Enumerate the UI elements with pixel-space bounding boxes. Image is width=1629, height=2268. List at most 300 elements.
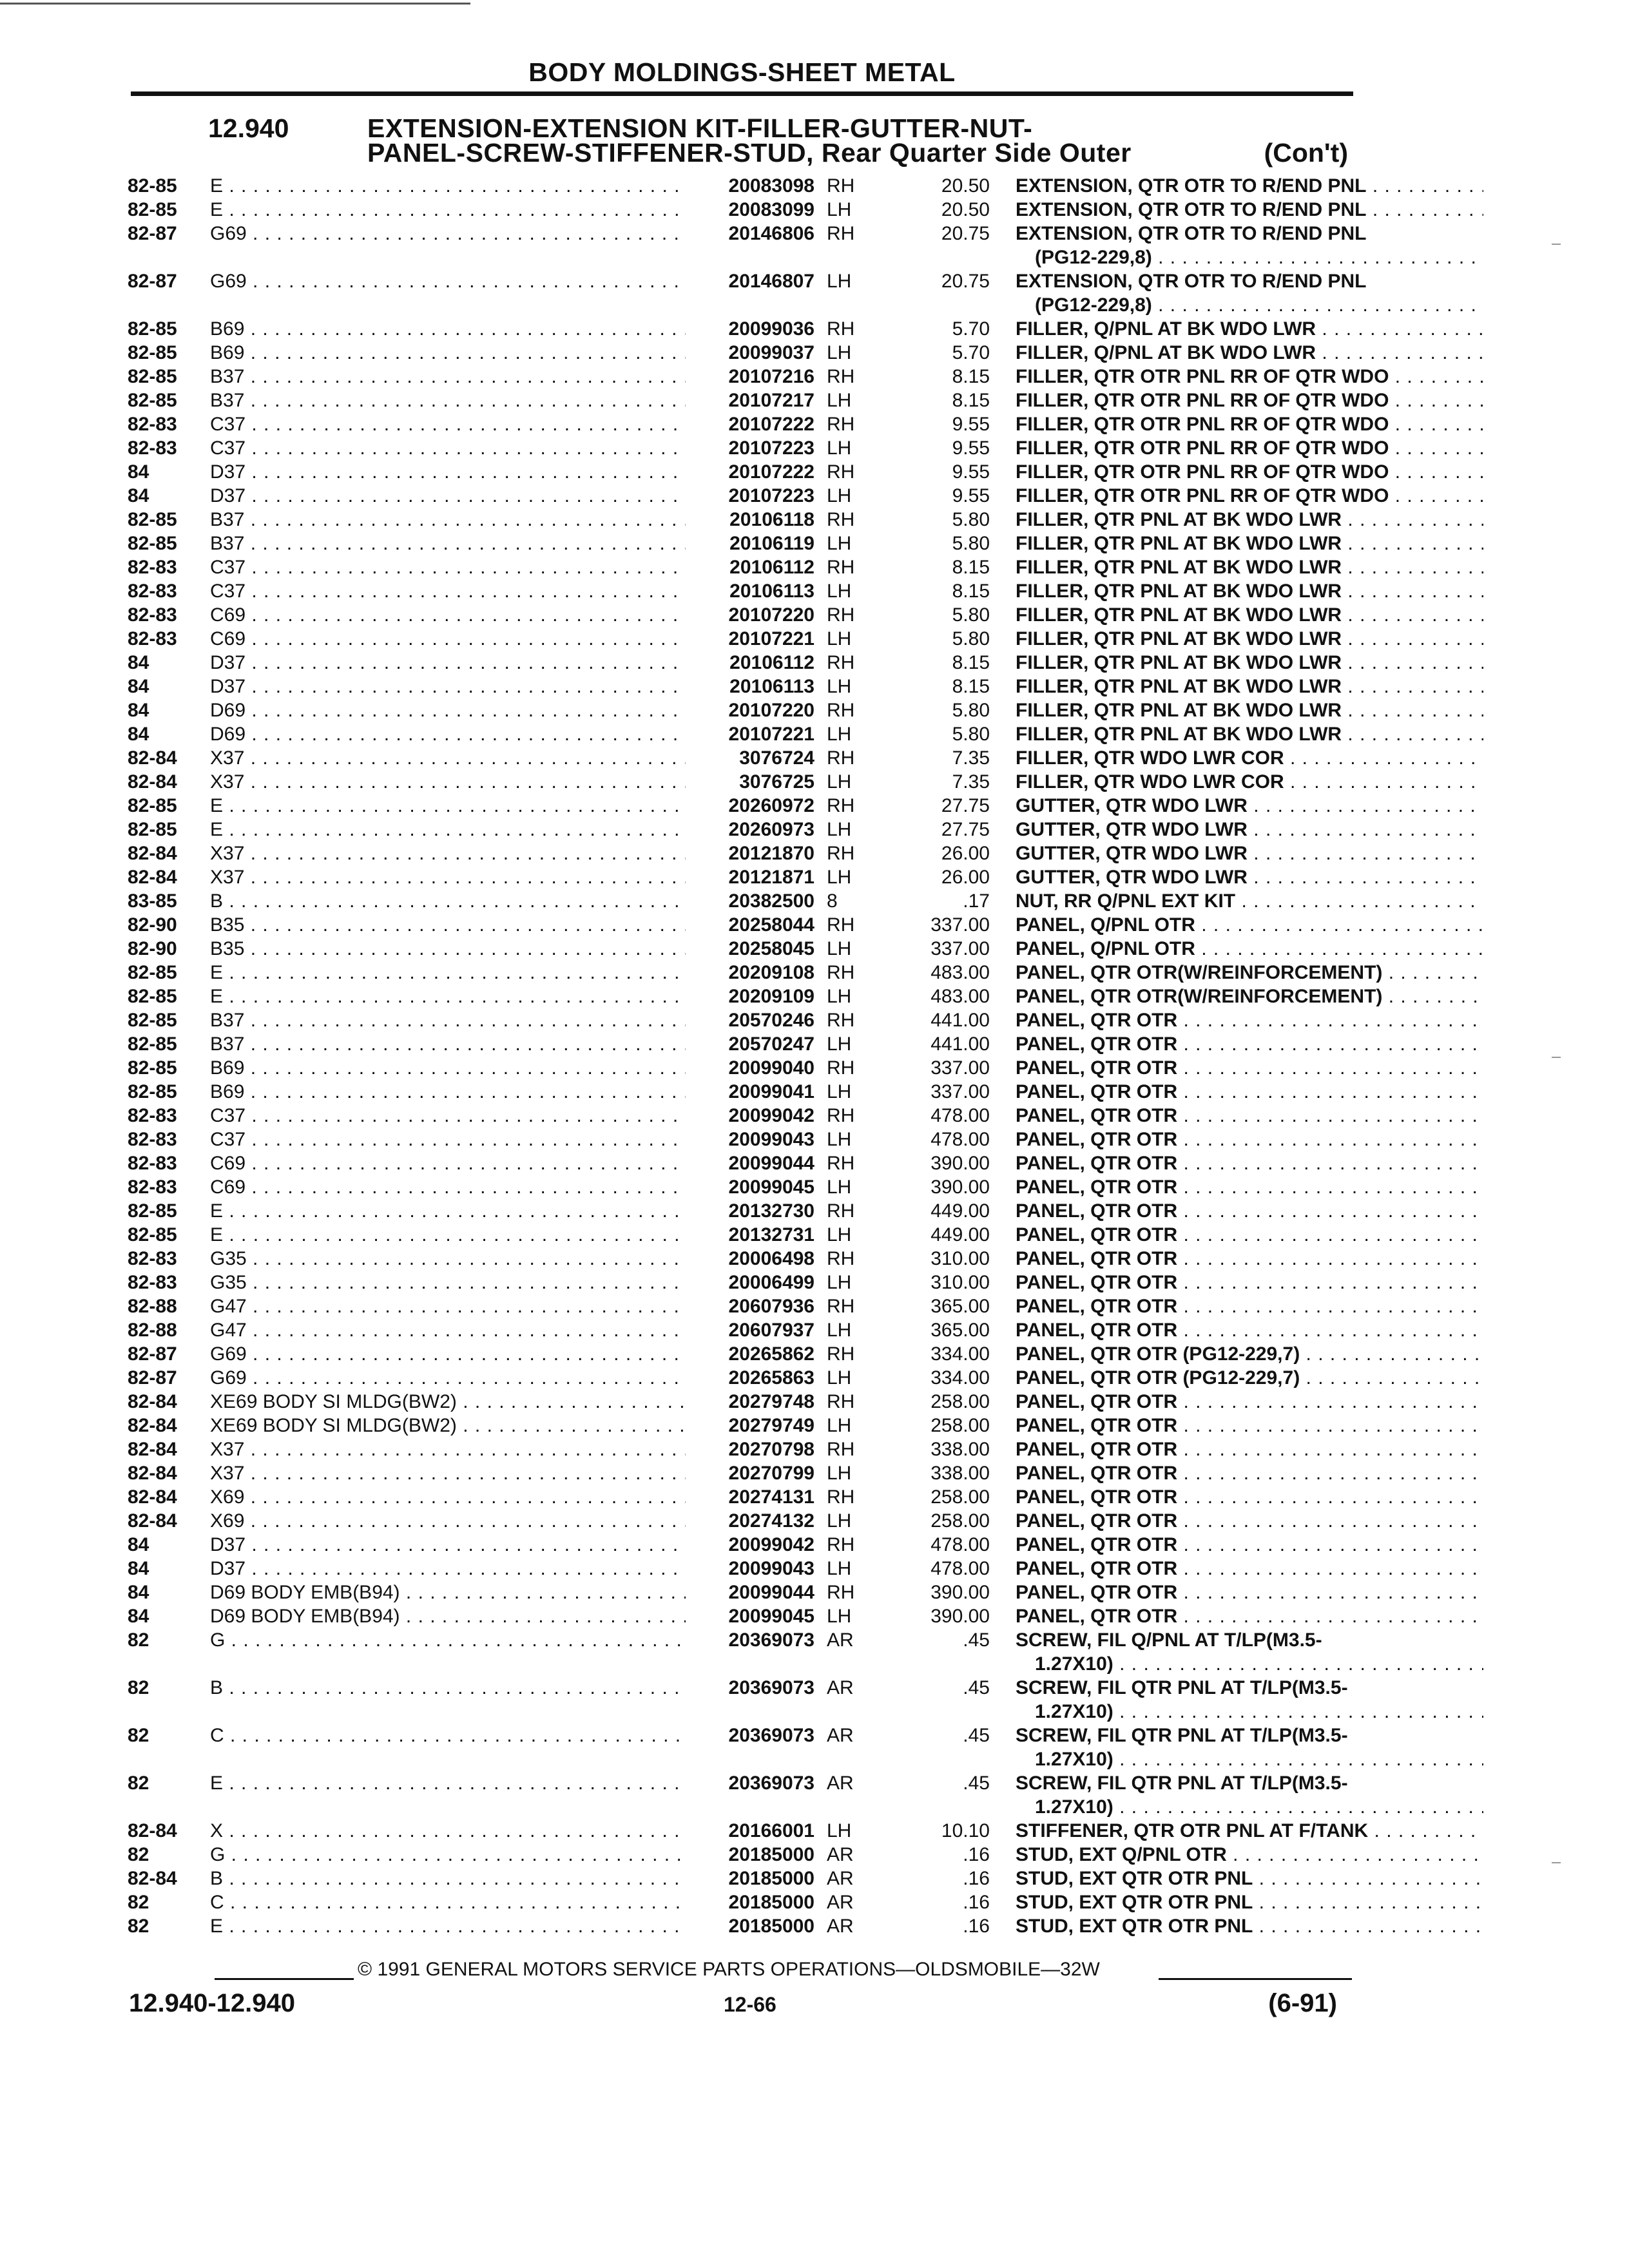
table-row (128, 1724, 1365, 1771)
description-text: FILLER, QTR OTR PNL RR OF QTR WDO . . . (1016, 436, 1483, 460)
model-years: 82-85 (128, 509, 177, 530)
model-years: 82-83 (128, 604, 177, 626)
quantity: LH (827, 437, 852, 459)
model-codes: D69 . . . (210, 698, 686, 722)
description (1016, 1414, 1483, 1437)
table-row (128, 1032, 1365, 1056)
quantity: LH (827, 1820, 852, 1841)
part-number: 20099043 (728, 1558, 815, 1579)
quantity: LH (827, 819, 852, 840)
quantity: RH (827, 652, 855, 673)
model-years: 82-84 (128, 1415, 177, 1436)
quantity: LH (827, 1272, 852, 1293)
table-row (128, 841, 1365, 865)
part-number: 20099044 (728, 1582, 815, 1603)
table-row (128, 865, 1365, 889)
price: 390.00 (930, 1177, 990, 1198)
description (1016, 389, 1483, 412)
part-number: 20107223 (728, 437, 815, 459)
quantity: LH (827, 390, 852, 411)
model-years: 82-87 (128, 223, 177, 244)
quantity: LH (827, 581, 852, 602)
model-codes: G69 . . . (210, 222, 686, 245)
description-text: PANEL, QTR OTR(W/REINFORCEMENT) . . . (1016, 985, 1483, 1008)
description-text: PANEL, QTR OTR . . . (1016, 1604, 1483, 1628)
description (1016, 1128, 1483, 1151)
part-number: 20258044 (728, 914, 815, 936)
price: 9.55 (952, 437, 990, 459)
description (1016, 603, 1483, 627)
description-text: STUD, EXT QTR OTR PNL . . . (1016, 1914, 1483, 1938)
table-row (128, 1151, 1365, 1175)
description (1016, 1557, 1483, 1581)
part-number: 20209109 (728, 986, 815, 1007)
model-years: 82-84 (128, 1510, 177, 1532)
description-text: GUTTER, QTR WDO LWR . . . (1016, 818, 1483, 841)
footer-section-range: 12.940-12.940 (129, 1989, 296, 2017)
quantity: LH (827, 938, 852, 959)
quantity: AR (827, 1844, 854, 1865)
price: .45 (963, 1725, 990, 1746)
table-row (128, 365, 1389, 389)
model-codes: X37 . . . (210, 841, 686, 865)
table-row (128, 1819, 1369, 1843)
quantity: AR (827, 1868, 854, 1889)
table-row (128, 985, 1383, 1008)
model-codes: B37 . . . (210, 389, 686, 412)
part-number: 20107217 (728, 390, 815, 411)
table-row (128, 1104, 1365, 1128)
description (1016, 1247, 1483, 1271)
model-years: 82-85 (128, 1033, 177, 1055)
model-codes: E . . . (210, 198, 686, 222)
price: 5.80 (952, 509, 990, 530)
part-number: 20099041 (728, 1081, 815, 1102)
quantity: RH (827, 366, 855, 387)
model-codes: D69 BODY EMB(B94) . . . (210, 1604, 686, 1628)
page-footer (131, 1959, 1353, 2036)
description-continuation: 1.27X10) . . . (1016, 1652, 1483, 1676)
table-row (128, 1080, 1365, 1104)
part-number: 20382500 (728, 890, 815, 912)
part-number: 20107222 (728, 461, 815, 483)
table-row (128, 1843, 1365, 1867)
description (1016, 1080, 1483, 1104)
description-text: PANEL, QTR OTR . . . (1016, 1533, 1483, 1557)
model-codes: B69 . . . (210, 1080, 686, 1104)
description (1016, 1724, 1483, 1771)
model-years: 82 (128, 1725, 149, 1746)
footer-date: (6-91) (1268, 1989, 1337, 2017)
part-number: 20106112 (729, 557, 815, 578)
description-text: PANEL, Q/PNL OTR . . . (1016, 937, 1483, 961)
quantity: RH (827, 1200, 855, 1222)
price: 8.15 (952, 676, 990, 697)
quantity: LH (827, 1320, 852, 1341)
table-row (128, 1390, 1365, 1414)
scan-edge-line (0, 3, 470, 5)
part-number: 20209108 (728, 962, 815, 983)
price: 390.00 (930, 1153, 990, 1174)
part-number: 20099042 (728, 1534, 815, 1555)
model-years: 84 (128, 652, 149, 673)
quantity: RH (827, 914, 855, 936)
description-text: GUTTER, QTR WDO LWR . . . (1016, 865, 1483, 889)
description-text: PANEL, QTR OTR . . . (1016, 1223, 1483, 1247)
price: 483.00 (930, 986, 990, 1007)
description-text: FILLER, QTR WDO LWR COR . . . (1016, 770, 1483, 794)
model-codes: B35 . . . (210, 937, 686, 961)
model-codes: G69 . . . (210, 1342, 686, 1366)
table-row (128, 675, 1365, 698)
part-number: 20107222 (728, 414, 815, 435)
model-codes: E . . . (210, 961, 686, 985)
model-years: 82-88 (128, 1296, 177, 1317)
description-text: PANEL, QTR OTR . . . (1016, 1294, 1483, 1318)
quantity: LH (827, 1033, 852, 1055)
description (1016, 651, 1483, 675)
description-text: SCREW, FIL Q/PNL AT T/LP(M3.5- (1016, 1629, 1322, 1651)
description-text: PANEL, QTR OTR . . . (1016, 1318, 1483, 1342)
description (1016, 1628, 1483, 1676)
table-row (128, 1628, 1365, 1676)
price: 334.00 (930, 1367, 990, 1389)
part-number: 20260973 (728, 819, 815, 840)
model-codes: G . . . (210, 1628, 686, 1652)
table-row (128, 818, 1365, 841)
quantity: RH (827, 1486, 855, 1508)
description (1016, 1890, 1483, 1914)
table-row (128, 174, 1365, 198)
model-years: 82-84 (128, 1820, 177, 1841)
model-codes: XE69 BODY SI MLDG(BW2) . . . (210, 1414, 686, 1437)
table-row (128, 484, 1389, 508)
description-text: PANEL, QTR OTR . . . (1016, 1175, 1483, 1199)
description (1016, 1437, 1483, 1461)
description-text: FILLER, Q/PNL AT BK WDO LWR . . . (1016, 341, 1483, 365)
model-years: 82-90 (128, 914, 177, 936)
model-codes: C . . . (210, 1724, 686, 1747)
description (1016, 1843, 1483, 1867)
model-years: 84 (128, 485, 149, 506)
table-row (128, 436, 1389, 460)
price: 5.70 (952, 342, 990, 363)
model-codes: X69 . . . (210, 1509, 686, 1533)
description-text: PANEL, QTR OTR . . . (1016, 1128, 1483, 1151)
model-codes: G35 . . . (210, 1271, 686, 1294)
description (1016, 1056, 1483, 1080)
model-codes: E . . . (210, 985, 686, 1008)
model-codes: C . . . (210, 1890, 686, 1914)
description-text: FILLER, QTR OTR PNL RR OF QTR WDO . . . (1016, 365, 1483, 389)
description (1016, 508, 1483, 532)
model-codes: D37 . . . (210, 1557, 686, 1581)
description-text: PANEL, QTR OTR . . . (1016, 1056, 1483, 1080)
description (1016, 317, 1483, 341)
model-years: 82-83 (128, 1129, 177, 1150)
price: 26.00 (941, 867, 990, 888)
description (1016, 937, 1483, 961)
model-codes: X37 . . . (210, 865, 686, 889)
part-number: 20099042 (728, 1105, 815, 1126)
price: .45 (963, 1677, 990, 1698)
quantity: LH (827, 1367, 852, 1389)
table-row (128, 555, 1365, 579)
description (1016, 746, 1483, 770)
footer-page-number: 12-66 (724, 1993, 776, 2016)
price: 20.75 (941, 271, 990, 292)
quantity: LH (827, 485, 852, 506)
description (1016, 1271, 1483, 1294)
model-years: 84 (128, 1558, 149, 1579)
model-codes: B35 . . . (210, 913, 686, 937)
description (1016, 579, 1483, 603)
description-text: PANEL, QTR OTR . . . (1016, 1104, 1483, 1128)
quantity: LH (827, 1558, 852, 1579)
model-codes: X37 . . . (210, 770, 686, 794)
part-number: 20107221 (728, 628, 815, 649)
model-codes: X37 . . . (210, 746, 686, 770)
price: .45 (963, 1629, 990, 1651)
model-years: 82-84 (128, 771, 177, 793)
description (1016, 818, 1483, 841)
description (1016, 1533, 1483, 1557)
part-number: 20107223 (728, 485, 815, 506)
price: 20.50 (941, 175, 990, 197)
model-years: 82-83 (128, 437, 177, 459)
part-number: 20570247 (728, 1033, 815, 1055)
price: 337.00 (930, 914, 990, 936)
description-text: FILLER, QTR PNL AT BK WDO LWR . . . (1016, 508, 1483, 532)
model-codes: X37 . . . (210, 1461, 686, 1485)
model-codes: D37 . . . (210, 675, 686, 698)
price: 5.80 (952, 604, 990, 626)
price: 5.80 (952, 724, 990, 745)
model-codes: B37 . . . (210, 532, 686, 555)
model-codes: D37 . . . (210, 460, 686, 484)
header-rule (131, 91, 1353, 96)
table-row (128, 579, 1365, 603)
model-years: 82-85 (128, 962, 177, 983)
model-codes: G69 . . . (210, 269, 686, 293)
description-text: EXTENSION, QTR OTR TO R/END PNL . . . (1016, 174, 1483, 198)
price: 258.00 (930, 1415, 990, 1436)
description (1016, 1771, 1483, 1819)
margin-mark (1552, 1057, 1561, 1058)
model-codes: B . . . (210, 1867, 686, 1890)
description (1016, 865, 1483, 889)
model-years: 82-84 (128, 1391, 177, 1412)
description (1016, 1819, 1483, 1843)
description (1016, 1175, 1483, 1199)
description-text: EXTENSION, QTR OTR TO R/END PNL (1016, 223, 1367, 244)
part-number: 20106113 (729, 581, 815, 602)
description-text: FILLER, QTR PNL AT BK WDO LWR . . . (1016, 532, 1483, 555)
part-number: 20369073 (728, 1773, 815, 1794)
table-row (128, 1676, 1365, 1724)
price: 338.00 (930, 1439, 990, 1460)
description (1016, 1867, 1483, 1890)
model-years: 82-88 (128, 1320, 177, 1341)
description-text: PANEL, QTR OTR . . . (1016, 1461, 1483, 1485)
model-codes: C69 . . . (210, 627, 686, 651)
table-row (128, 1771, 1365, 1819)
part-number: 20121871 (728, 867, 815, 888)
model-years: 82-83 (128, 1153, 177, 1174)
table-row (128, 412, 1389, 436)
description-text: FILLER, QTR OTR PNL RR OF QTR WDO . . . (1016, 460, 1483, 484)
price: 27.75 (941, 795, 990, 816)
description (1016, 841, 1483, 865)
model-years: 82-83 (128, 628, 177, 649)
model-years: 82-85 (128, 366, 177, 387)
table-row (128, 1366, 1365, 1390)
quantity: RH (827, 1391, 855, 1412)
price: 258.00 (930, 1391, 990, 1412)
model-years: 82 (128, 1773, 149, 1794)
description-text: FILLER, QTR PNL AT BK WDO LWR . . . (1016, 698, 1483, 722)
model-codes: C37 . . . (210, 555, 686, 579)
price: 449.00 (930, 1200, 990, 1222)
quantity: RH (827, 509, 855, 530)
price: 5.80 (952, 700, 990, 721)
part-number: 20107220 (728, 604, 815, 626)
description (1016, 269, 1483, 317)
table-row (128, 1414, 1365, 1437)
footer-rule-left (215, 1978, 354, 1980)
price: 334.00 (930, 1343, 990, 1365)
table-row (128, 1867, 1365, 1890)
description (1016, 1914, 1483, 1938)
quantity: RH (827, 1534, 855, 1555)
quantity: RH (827, 175, 855, 197)
table-row (128, 1342, 1365, 1366)
footer-copyright: © 1991 GENERAL MOTORS SERVICE PARTS OPERATIONS—OLDSMOBILE—32W (358, 1959, 1100, 1980)
description-text: NUT, RR Q/PNL EXT KIT . . . (1016, 889, 1483, 913)
price: 27.75 (941, 819, 990, 840)
description-text: PANEL, QTR OTR . . . (1016, 1008, 1483, 1032)
part-number: 20279748 (728, 1391, 815, 1412)
table-row (128, 722, 1365, 746)
page-header (131, 45, 1353, 96)
description-text: FILLER, QTR PNL AT BK WDO LWR . . . (1016, 603, 1483, 627)
model-codes: C37 . . . (210, 436, 686, 460)
table-row (128, 317, 1365, 341)
description-text: STIFFENER, QTR OTR PNL AT F/TANK . . . (1016, 1819, 1483, 1843)
model-codes: G47 . . . (210, 1294, 686, 1318)
quantity: LH (827, 342, 852, 363)
quantity: RH (827, 1057, 855, 1079)
description-text: PANEL, QTR OTR . . . (1016, 1437, 1483, 1461)
model-codes: C37 . . . (210, 579, 686, 603)
price: 5.80 (952, 628, 990, 649)
description (1016, 1461, 1483, 1485)
price: 449.00 (930, 1224, 990, 1245)
quantity: RH (827, 1343, 855, 1365)
description-text: PANEL, QTR OTR . . . (1016, 1509, 1483, 1533)
price: 365.00 (930, 1296, 990, 1317)
price: .16 (963, 1868, 990, 1889)
part-number: 20106119 (729, 533, 815, 554)
table-row (128, 1175, 1365, 1199)
quantity: 8 (827, 890, 838, 912)
price: 478.00 (930, 1129, 990, 1150)
description-continuation: (PG12-229,8) . . . (1016, 245, 1483, 269)
description (1016, 1032, 1483, 1056)
model-years: 82-85 (128, 533, 177, 554)
quantity: LH (827, 724, 852, 745)
description (1016, 1223, 1483, 1247)
quantity: LH (827, 1606, 852, 1627)
quantity: RH (827, 461, 855, 483)
table-row (128, 1247, 1365, 1271)
part-number: 20099045 (728, 1606, 815, 1627)
description-text: GUTTER, QTR WDO LWR . . . (1016, 794, 1483, 818)
quantity: RH (827, 747, 855, 769)
table-row (128, 222, 1365, 269)
table-row (128, 532, 1365, 555)
model-years: 82-84 (128, 1439, 177, 1460)
description (1016, 436, 1483, 460)
description-text: FILLER, QTR PNL AT BK WDO LWR . . . (1016, 579, 1483, 603)
margin-mark (1552, 244, 1561, 245)
description (1016, 698, 1483, 722)
description-text: FILLER, QTR PNL AT BK WDO LWR . . . (1016, 651, 1483, 675)
model-codes: B . . . (210, 889, 686, 913)
model-years: 82-83 (128, 557, 177, 578)
model-years: 82-85 (128, 175, 177, 197)
price: .45 (963, 1773, 990, 1794)
model-years: 82-87 (128, 1367, 177, 1389)
model-codes: G47 . . . (210, 1318, 686, 1342)
quantity: RH (827, 223, 855, 244)
description (1016, 174, 1483, 198)
price: 8.15 (952, 390, 990, 411)
description-text: FILLER, QTR OTR PNL RR OF QTR WDO . . . (1016, 389, 1483, 412)
description-text: SCREW, FIL QTR PNL AT T/LP(M3.5- (1016, 1677, 1348, 1698)
price: 310.00 (930, 1248, 990, 1269)
part-number: 3076724 (739, 747, 815, 769)
table-row (128, 770, 1365, 794)
description-text: PANEL, QTR OTR . . . (1016, 1080, 1483, 1104)
quantity: RH (827, 1439, 855, 1460)
model-codes: B37 . . . (210, 365, 686, 389)
description (1016, 365, 1483, 389)
quantity: LH (827, 771, 852, 793)
part-number: 20106113 (729, 676, 815, 697)
description (1016, 961, 1483, 985)
description (1016, 1676, 1483, 1724)
model-years: 84 (128, 461, 149, 483)
price: 310.00 (930, 1272, 990, 1293)
description (1016, 198, 1483, 222)
part-number: 20146807 (728, 271, 815, 292)
model-years: 82 (128, 1677, 149, 1698)
quantity: LH (827, 1177, 852, 1198)
description (1016, 1581, 1483, 1604)
description-text: PANEL, QTR OTR . . . (1016, 1151, 1483, 1175)
table-row (128, 1008, 1365, 1032)
model-codes: X37 . . . (210, 1437, 686, 1461)
model-years: 82-84 (128, 843, 177, 864)
price: 258.00 (930, 1486, 990, 1508)
part-number: 20099043 (728, 1129, 815, 1150)
quantity: LH (827, 676, 852, 697)
price: 20.75 (941, 223, 990, 244)
quantity: LH (827, 1081, 852, 1102)
model-years: 82-85 (128, 342, 177, 363)
description (1016, 1509, 1483, 1533)
